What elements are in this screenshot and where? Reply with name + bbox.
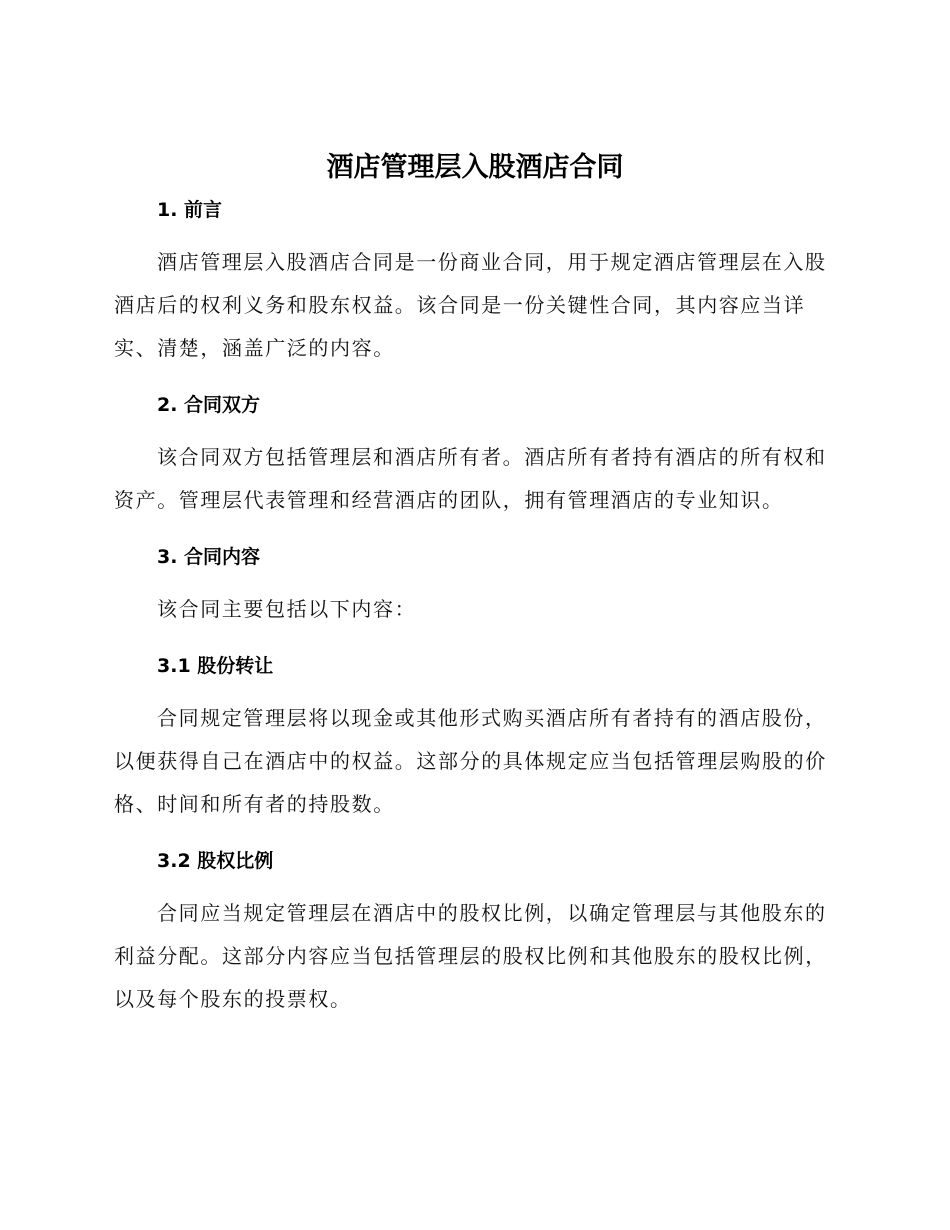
section-heading: 3.1 股份转让 [157,655,274,677]
section-heading: 1. 前言 [157,199,223,221]
section-paragraph: 该合同双方包括管理层和酒店所有者。酒店所有者持有酒店的所有权和资产。管理层代表管理和经营酒店的团队，拥有管理酒店的专业知识。 [114,445,827,512]
section-share-transfer [114,651,830,826]
section-paragraph: 合同应当规定管理层在酒店中的股权比例，以确定管理层与其他股东的利益分配。这部分内容应当包括管理层的股权比例和其他股东的股权比例，以及每个股东的投票权。 [114,901,827,1011]
section-preface [114,195,830,370]
section-heading: 3. 合同内容 [157,546,261,568]
section-parties [114,390,830,522]
document-body [114,195,830,1021]
section-paragraph: 该合同主要包括以下内容： [157,597,417,621]
section-contract-content [114,542,830,631]
section-paragraph: 酒店管理层入股酒店合同是一份商业合同，用于规定酒店管理层在入股酒店后的权利义务和股东权益。该合同是一份关键性合同，其内容应当详实、清楚，涵盖广泛的内容。 [114,250,827,360]
section-paragraph: 合同规定管理层将以现金或其他形式购买酒店所有者持有的酒店股份，以便获得自己在酒店中的权益。这部分的具体规定应当包括管理层购股的价格、时间和所有者的持股数。 [114,706,827,816]
section-heading: 2. 合同双方 [157,394,261,416]
document-title: 酒店管理层入股酒店合同 [326,152,624,183]
section-equity-ratio [114,846,830,1021]
section-heading: 3.2 股权比例 [157,850,274,872]
